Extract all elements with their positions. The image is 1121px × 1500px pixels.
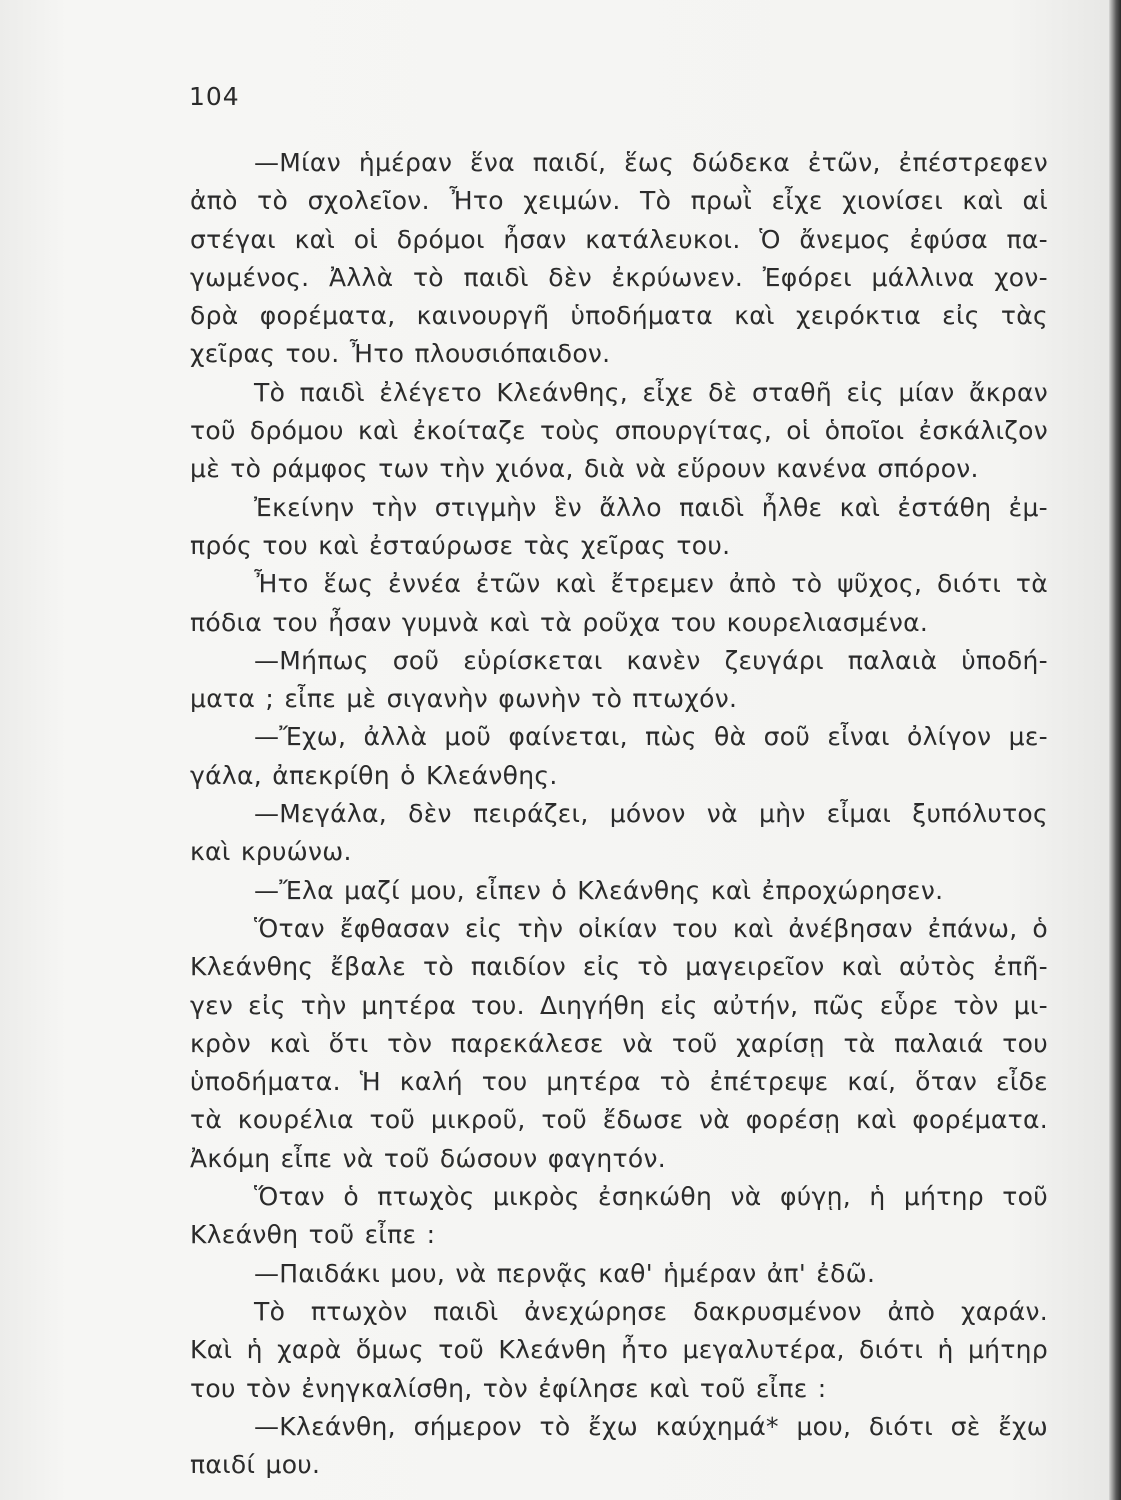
text-line: Τὸ παιδὶ ἐλέγετο Κλεάνθης, εἶχε δὲ σταθῆ εἰς μίαν ἄκραν <box>254 377 1048 407</box>
text-line: μὲ τὸ ράμφος των τὴν χιόνα, διὰ νὰ εὕρουν κανένα σπόρον. <box>190 454 979 484</box>
text-line: —Μίαν ἡμέραν ἕνα παιδί, ἕως δώδεκα ἐτῶν, ἐπέστρεφεν <box>254 148 1048 177</box>
page-number: 104 <box>189 82 240 111</box>
text-line: πρός του καὶ ἐσταύρωσε τὰς χεῖρας του. <box>190 530 731 560</box>
page-edge-shadow <box>1109 0 1121 1500</box>
text-line: Κλεάνθης ἔβαλε τὸ παιδίον εἰς τὸ μαγειρεῖον καὶ αὐτὸς ἐπῆ- <box>190 952 1048 982</box>
text-line: Τὸ πτωχὸν παιδὶ ἀνεχώρησε δακρυσμένον ἀπὸ χαράν. <box>254 1296 1048 1326</box>
text-line: γεν εἰς τὴν μητέρα του. Διηγήθη εἰς αὐτήν, πῶς εὗρε τὸν μι- <box>190 990 1048 1020</box>
text-line: —Ἔχω, ἀλλὰ μοῦ φαίνεται, πὼς θὰ σοῦ εἶναι ὀλίγον με- <box>254 722 1048 752</box>
text-line: του τὸν ἐνηγκαλίσθη, τὸν ἐφίλησε καὶ τοῦ εἶπε : <box>190 1373 827 1403</box>
text-line: Ὅταν ὁ πτωχὸς μικρὸς ἐσηκώθη νὰ φύγῃ, ἡ μήτηρ τοῦ <box>254 1182 1048 1212</box>
text-line: παιδί μου. <box>190 1450 321 1480</box>
text-line: ὑποδήματα. Ἡ καλή του μητέρα τὸ ἐπέτρεψε καί, ὅταν εἶδε <box>190 1067 1048 1097</box>
text-line: γωμένος. Ἀλλὰ τὸ παιδὶ δὲν ἐκρύωνεν. Ἐφόρει μάλλινα χον- <box>190 262 1048 292</box>
text-line: δρὰ φορέματα, καινουργῆ ὑποδήματα καὶ χειρόκτια εἰς τὰς <box>190 301 1048 331</box>
body-text <box>190 144 1048 1484</box>
text-line: Ὅταν ἔφθασαν εἰς τὴν οἰκίαν του καὶ ἀνέβησαν ἐπάνω, ὁ <box>254 913 1048 943</box>
text-line: Ἐκείνην τὴν στιγμὴν ἓν ἄλλο παιδὶ ἦλθε καὶ ἐστάθη ἐμ- <box>254 492 1048 522</box>
text-line: γάλα, ἀπεκρίθη ὁ Κλεάνθης. <box>190 760 558 790</box>
text-line: —Μήπως σοῦ εὑρίσκεται κανὲν ζευγάρι παλαιὰ ὑποδή- <box>254 645 1048 675</box>
text-line: ματα ; εἶπε μὲ σιγανὴν φωνὴν τὸ πτωχόν. <box>190 684 738 714</box>
text-line: Ἀκόμη εἶπε νὰ τοῦ δώσουν φαγητόν. <box>190 1143 666 1173</box>
text-line: τοῦ δρόμου καὶ ἐκοίταζε τοὺς σπουργίτας, οἱ ὁποῖοι ἐσκάλιζον <box>190 416 1048 446</box>
text-line: —Κλεάνθη, σήμερον τὸ ἔχω καύχημά* μου, διότι σὲ ἔχω <box>254 1411 1048 1441</box>
text-line: τὰ κουρέλια τοῦ μικροῦ, τοῦ ἔδωσε νὰ φορέσῃ καὶ φορέματα. <box>190 1105 1048 1135</box>
text-line: κρὸν καὶ ὅτι τὸν παρεκάλεσε νὰ τοῦ χαρίσῃ τὰ παλαιά του <box>190 1028 1048 1058</box>
text-line: Κλεάνθη τοῦ εἶπε : <box>190 1220 436 1250</box>
text-line: Ἦτο ἕως ἐννέα ἐτῶν καὶ ἔτρεμεν ἀπὸ τὸ ψῦχος, διότι τὰ <box>254 569 1048 599</box>
text-line: χεῖρας του. Ἦτο πλουσιόπαιδον. <box>190 339 611 369</box>
text-line: στέγαι καὶ οἱ δρόμοι ἦσαν κατάλευκοι. Ὁ ἄνεμος ἐφύσα πα- <box>190 224 1048 254</box>
text-line: καὶ κρυώνω. <box>190 837 352 867</box>
text-line: —Μεγάλα, δὲν πειράζει, μόνον νὰ μὴν εἶμαι ξυπόλυτος <box>254 799 1048 829</box>
text-line: Καὶ ἡ χαρὰ ὅμως τοῦ Κλεάνθη ἦτο μεγαλυτέρα, διότι ἡ μήτηρ <box>190 1335 1048 1365</box>
text-line: —Παιδάκι μου, νὰ περνᾷς καθ' ἡμέραν ἀπ' ἐδῶ. <box>254 1258 876 1288</box>
text-line: ἀπὸ τὸ σχολεῖον. Ἦτο χειμών. Τὸ πρωῒ εἶχε χιονίσει καὶ αἱ <box>190 186 1048 216</box>
text-line: πόδια του ἦσαν γυμνὰ καὶ τὰ ροῦχα του κουρελιασμένα. <box>190 607 929 637</box>
text-line: —Ἔλα μαζί μου, εἶπεν ὁ Κλεάνθης καὶ ἐπροχώρησεν. <box>254 875 944 905</box>
